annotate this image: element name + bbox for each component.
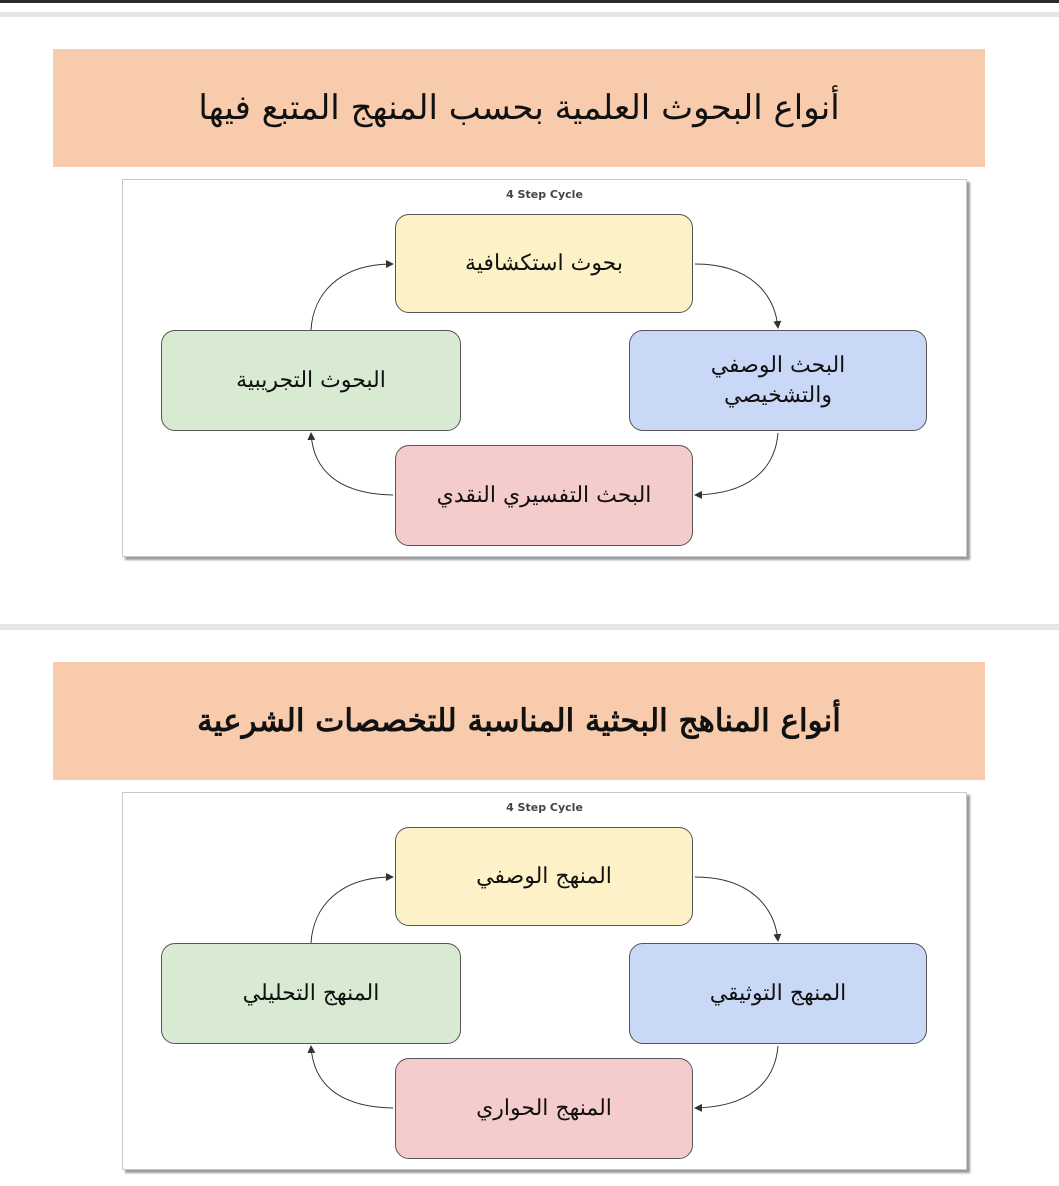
step-box-bottom xyxy=(395,445,693,546)
step-box-top xyxy=(395,214,693,313)
step-label: المنهج الوصفي xyxy=(476,863,612,889)
arrow-left-to-top xyxy=(311,877,393,943)
step-box-top xyxy=(395,827,693,926)
arrow-bottom-to-left xyxy=(311,433,393,495)
step-label: المنهج الحواري xyxy=(476,1095,612,1121)
arrow-top-to-right xyxy=(695,877,778,941)
arrow-right-to-bottom xyxy=(695,1046,778,1108)
cycle-diagram-1 xyxy=(122,179,967,557)
arrow-bottom-to-left xyxy=(311,1046,393,1108)
step-box-left xyxy=(161,330,461,431)
step-box-right xyxy=(629,330,927,431)
separator xyxy=(0,624,1059,630)
step-label: بحوث استكشافية xyxy=(465,250,624,276)
section-1-title: أنواع البحوث العلمية بحسب المنهج المتبع فيها xyxy=(53,49,985,167)
arrow-left-to-top xyxy=(311,264,393,330)
cycle-label: 4 Step Cycle xyxy=(506,801,583,814)
step-box-right xyxy=(629,943,927,1044)
step-label: المنهج التحليلي xyxy=(242,980,380,1006)
step-label-line2: والتشخيصي xyxy=(724,382,832,408)
top-border xyxy=(0,0,1059,3)
section-2-title: أنواع المناهج البحثية المناسبة للتخصصات الشرعية xyxy=(53,662,985,780)
cycle-label: 4 Step Cycle xyxy=(506,188,583,201)
step-box-bottom xyxy=(395,1058,693,1159)
step-label: المنهج التوثيقي xyxy=(709,980,847,1006)
arrow-right-to-bottom xyxy=(695,433,778,495)
step-box-left xyxy=(161,943,461,1044)
step-label: البحوث التجريبية xyxy=(236,367,386,393)
arrow-top-to-right xyxy=(695,264,778,328)
step-label: البحث التفسيري النقدي xyxy=(436,482,652,508)
cycle-diagram-2 xyxy=(122,792,967,1170)
step-label-line1: البحث الوصفي xyxy=(710,352,846,378)
separator xyxy=(0,12,1059,17)
